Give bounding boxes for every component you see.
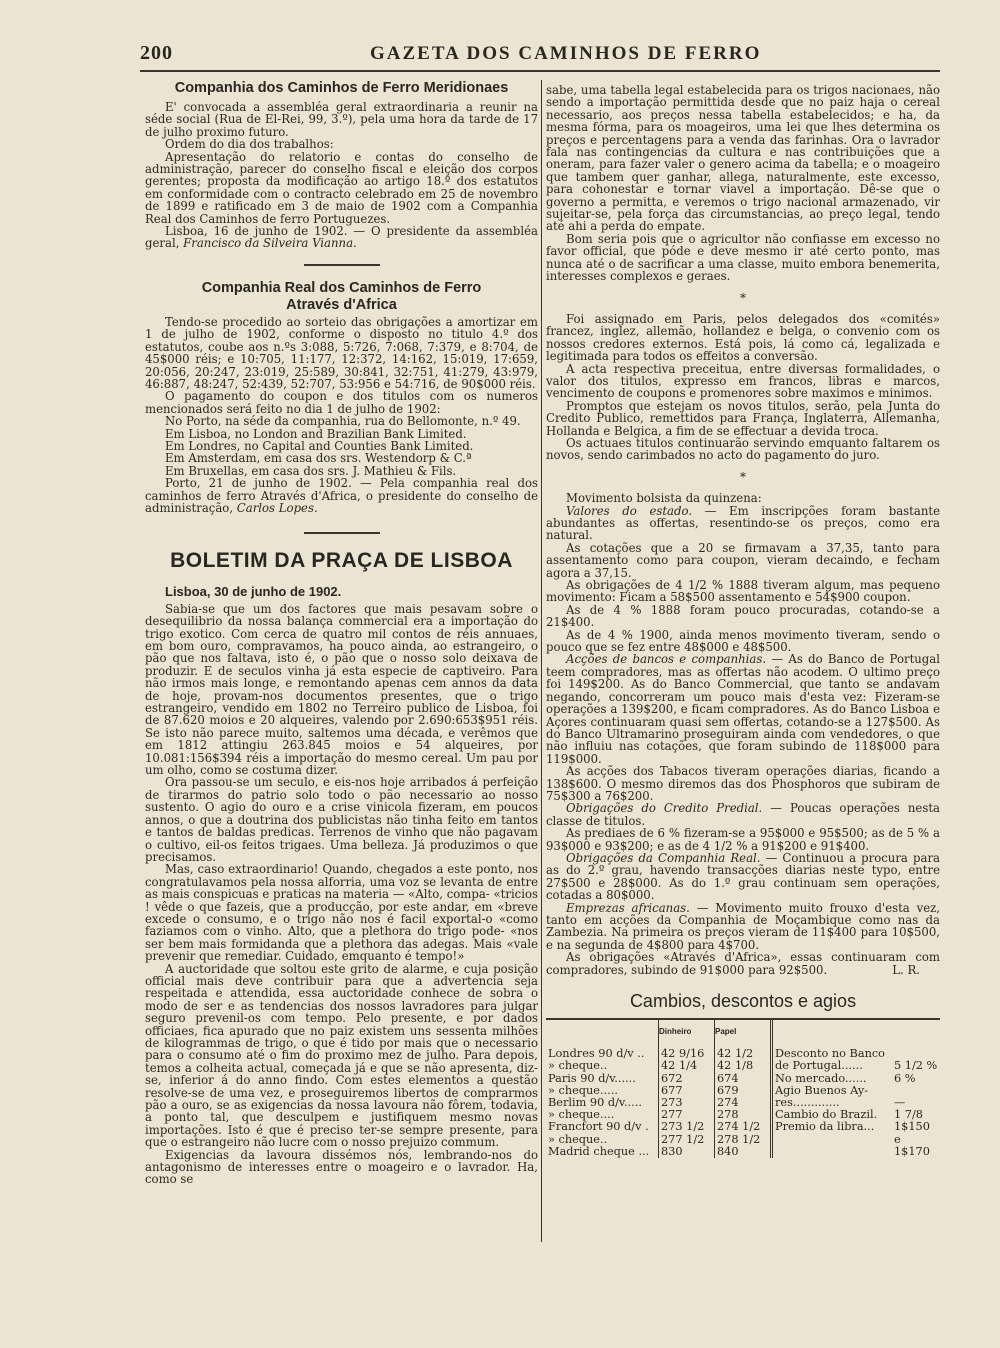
cambios-papel: 278 1/2 xyxy=(715,1134,772,1146)
cambios-row xyxy=(546,1121,940,1133)
cambios-label: Berlim 90 d/v..... xyxy=(546,1097,659,1109)
section-separator xyxy=(304,264,380,266)
agio-label xyxy=(772,1134,893,1146)
movimento-para: As obrigações de 4 1/2 % 1888 tiveram algum, mas pequeno movimento: Ficam a 58$500 assentamento e 54$900 coupon. xyxy=(546,578,940,605)
section-star: * xyxy=(740,469,746,484)
cambios-table xyxy=(546,1020,940,1158)
cambios-rule xyxy=(546,1018,940,1020)
cambios-papel: 840 xyxy=(715,1146,772,1158)
cambios-dinheiro: 277 xyxy=(659,1109,715,1121)
column-divider xyxy=(541,80,542,1242)
cambios-row xyxy=(546,1073,940,1085)
convenio-para: Foi assignado em Paris, pelos delegados dos «comités» francez, inglez, allemão, hollandez e belga, o convenio com os nossos credores externos. Está pois, lá como cá, legalizada e legitimada para todos os effeitos a conversão. xyxy=(546,311,940,364)
agio-value: 1$150 xyxy=(894,1120,930,1134)
cambios-label: » cheque.. xyxy=(546,1134,659,1146)
cambios-label: Paris 90 d/v...... xyxy=(546,1073,659,1085)
cambios-label: » cheque.. xyxy=(546,1060,659,1072)
movimento-para: As prediaes de 6 % fizeram-se a 95$000 e 95$500; as de 5 % a 93$000 e 93$200; e as de 4 1/2 % a 91$200 e 91$400. xyxy=(546,826,940,853)
movimento-para: Emprezas africanas. — Movimento muito frouxo d'esta vez, tanto em acções da Companhia de Moçambique como nas da Zambezia. Na primeira os preços vieram de 11$400 para 10$500, e na segunda de 4$800 para 4$700. xyxy=(546,900,940,952)
cambios-dinheiro: 42 1/4 xyxy=(659,1060,715,1072)
right-column xyxy=(546,84,940,1158)
continued-para: Bom seria pois que o agricultor não confiasse em excesso no favor official, que póde e deve mesmo ir até certo ponto, mas nunca até o de sacrificar a uma classe, muito embora benemerita, interesses complexos e geraes. xyxy=(546,231,940,284)
movimento-para: Valores do estado. — Em inscripções foram bastante abundantes as offertas, resentindo-se os preços, como era natural. xyxy=(546,503,940,543)
movimento-para: As de 4 % 1888 foram pouco procuradas, cotando-se a 21$400. xyxy=(546,602,940,630)
agio-value: e xyxy=(894,1132,901,1146)
africa-title: Companhia Real dos Caminhos de Ferro Através d'Africa xyxy=(201,279,482,313)
cambios-label: Madrid cheque ... xyxy=(546,1146,659,1158)
cambios-papel: 42 1/8 xyxy=(715,1060,772,1072)
agio-label: Desconto no Banco xyxy=(772,1048,893,1060)
agio-label: Cambio do Brazil. xyxy=(772,1109,893,1121)
cambios-label: Francfort 90 d/v . xyxy=(546,1121,659,1133)
africa-para: Em Amsterdam, em casa dos srs. Westendorp & C.ª xyxy=(165,451,472,466)
agio-label xyxy=(772,1146,893,1158)
africa-closing: Porto, 21 de junho de 1902. — Pela companhia real dos caminhos de ferro Através d'Africa, o presidente do conselho de administração, Carlos Lopes. xyxy=(145,476,538,515)
agio-label: Agio Buenos Ay- xyxy=(772,1085,893,1097)
header-rule xyxy=(140,70,940,72)
agio-value: — xyxy=(894,1096,906,1110)
movimento-intro: Movimento bolsista da quinzena: xyxy=(566,491,762,506)
cambios-dinheiro: 677 xyxy=(659,1085,715,1097)
agio-label: res............. xyxy=(772,1097,893,1109)
meridionaes-closing: Lisboa, 16 de junho de 1902. — O presidente da assembléa geral, Francisco da Silveira Vianna. xyxy=(145,224,538,251)
page-number: 200 xyxy=(140,42,173,64)
africa-signature: Carlos Lopes. xyxy=(236,500,318,515)
movimento-para: Acções de bancos e companhias. — As do Banco de Portugal teem compradores, mas as offertas não acodem. O ultimo preço foi 149$200. As do Banco Commercial, que tanto se andavam negando, concorreram um pouco mais d'esta vez: Fizeram-se operações a 139$200, e ficam compradores. As do Banco Lisboa e Açores continuaram quasi sem offertas, cotando-se a 127$500. As do Banco Ultramarino proseguiram ainda com vendedores, o que não influiu nas cotações, que foram subindo de 118$000 para 119$000. xyxy=(546,652,940,766)
cambios-dinheiro: 273 xyxy=(659,1097,715,1109)
boletim-para: Mas, caso extraordinario! Quando, chegados a este ponto, nos congratulavamos pela nossa alforria, uma voz se levanta de entre as mais conspicuas e praticas na materia — «Alto, compa- «tricios ! vêde o que fazeis, que a producção, por este andar, em «breve excede o consumo, e o trigo não nos é facil exportal-o «como faziamos com o vinho. Alto, que a plethora do trigo pode- «nos ser bem mais formidanda que a plethora das adegas. Mais «vale prevenir que remediar. Cuidado, emquanto é tempo!» xyxy=(145,862,538,964)
cambios-papel: 274 xyxy=(715,1097,772,1109)
col-papel: Papel xyxy=(715,1020,772,1048)
cambios-label: Londres 90 d/v .. xyxy=(546,1048,659,1060)
cambios-papel: 42 1/2 xyxy=(715,1048,772,1060)
cambios-label: » cheque.... xyxy=(546,1109,659,1121)
continued-para: sabe, uma tabella legal estabelecida para os trigos nacionaes, não sendo a importação permittida desde que no paiz haja o cereal necessario, aos preços nessa tabella estabelecidos; e ha, da mesma fórma, para os moageiros, uma lei que lhes determina os preços e percentagens para a venda das farinhas. Ora o lavrador fala nas contingencias da cultura e nas contribuições que a oneram, para fazer valer o genero acima da tabella; e o moageiro que tambem quer ganhar, allega, naturalmente, este excesso, para cohonestar e tornar viavel a importação. Dê-se que o governo a permitta, e veremos o trigo nacional armazenado, vir sujeitar-se, pela força das circumstancias, ao preço legal, tendo até ahi a perda do empate. xyxy=(546,83,940,234)
cambios-dinheiro: 277 1/2 xyxy=(659,1134,715,1146)
convenio-para: Promptos que estejam os novos titulos, serão, pela Junta do Credito Publico, remettidos para França, Inglaterra, Allemanha, Hollanda e Belgica, a fim de se effectuar a devida troca. xyxy=(546,398,940,438)
movimento-para: Obrigações do Credito Predial. — Poucas operações nesta classe de titulos. xyxy=(546,801,941,828)
boletim-para: Ora passou-se um seculo, e eis-nos hoje arribados á perfeição de tirarmos do patrio solo todo o pão necessario ao nosso sustento. O agio do ouro e a crise vinicola fizeram, em poucos annos, o que a doutrina dos publicistas não tinha feito em tantos e tantos de baldas predicas. Terrenos de vinho que não pagavam o cultivo, eil-os feitos trigaes. Uma belleza. Já produzimos o que precisamos. xyxy=(145,775,538,864)
meridionaes-title: Companhia dos Caminhos de Ferro Meridionaes xyxy=(174,80,509,96)
meridionaes-para: E' convocada a assembléa geral extraordinaria a reunir na séde social (Rua de El-Rei, 99, 3.º), pela uma hora da tarde de 17 de julho proximo futuro. xyxy=(145,100,538,139)
col-dinheiro: Dinheiro xyxy=(659,1020,715,1048)
africa-para: Em Londres, no Capital and Counties Bank Limited. xyxy=(165,438,474,453)
cambios-papel: 679 xyxy=(715,1085,772,1097)
boletim-para: Exigencias da lavoura dissémos nós, lembrando-nos do antagonismo de interesses entre o moageiro e o lavrador. Ha, como se xyxy=(145,1147,538,1187)
agio-label: Premio da libra... xyxy=(772,1121,893,1133)
agio-value: 1$170 xyxy=(894,1144,930,1158)
boletim-para: Sabia-se que um dos factores que mais pesavam sobre o desequilibrio da nossa balança commercial era a importação do trigo exotico. Com cerca de quatro mil contos de réis annuaes, em bom ouro, compravamos, ha pouco ainda, ao estrangeiro, o pão que nos faltava, isto é, o pão que o nosso solo deixava de produzir. E de seculos vinha já esta especie de captiveiro. Para não irmos mais longe, e remontando apenas cem annos da data de hoje, provam-nos documentos presentes, que o trigo estrangeiro, vendido em 1802 no Terreiro publico de Lisboa, foi de 87.620 moios e 20 alqueires, valendo por 2.690:653$951 réis. Se isto não parece muito, saltemos uma década, e verêmos que em 1812 attingiu 263.845 moios e 54 alqueires, por 10.081:156$394 réis a importação do mesmo cereal. Um pau por um olho, como se costuma dizer. xyxy=(145,601,538,778)
cambios-title: Cambios, descontos e agios xyxy=(629,991,857,1012)
cambios-label: » cheque..... xyxy=(546,1085,659,1097)
movimento-para: As de 4 % 1900, ainda menos movimento tiveram, sendo o pouco que se fez entre 48$000 e 48$500. xyxy=(546,627,940,655)
cambios-dinheiro: 42 9/16 xyxy=(659,1048,715,1060)
meridionaes-signature: Francisco da Silveira Vianna. xyxy=(183,236,357,251)
cambios-dinheiro: 273 1/2 xyxy=(659,1121,715,1133)
left-column xyxy=(145,80,538,1186)
agio-label: No mercado...... xyxy=(772,1073,893,1085)
cambios-dinheiro: 672 xyxy=(659,1073,715,1085)
boletim-dateline: Lisboa, 30 de junho de 1902. xyxy=(165,584,342,600)
boletim-para: A auctoridade que soltou este grito de alarme, e cuja posição official mais deve contribuir para que a advertencia seja respeitada e attendida, essa auctoridade conhece de sobra o modo de ser e as tendencias dos nossos lavradores para julgar seguro prevenil-os com tempo. Pelo presente, e por dados officiaes, fica apurado que no paiz existem uns sessenta milhões de kilogrammas de trigo, o que é tido por mais que o necessario para o consumo até o fim do proximo mez de julho. Para depois, temos a colheita actual, começada já e que se não apresenta, diz-se, inferior á do anno findo. Com estes elementos a questão resolve-se de uma vez, e proseguiremos libertos de comprarmos pão a ouro, se as exigencias da nossa lavoura não fôrem, todavia, a ponto tal, que desculpem e justifiquem mesmo novas importações. Isto é que é preciso ter-se sempre presente, para que o estrangeiro não lucre com o nosso prejuizo commum. xyxy=(145,961,538,1150)
meridionaes-para: Apresentação do relatorio e contas do conselho de administração, parecer do conselho fiscal e eleição dos corpos gerentes; proposta da modificação ao artigo 18.º dos estatutos em conformidade com o contracto celebrado em 25 de novembro de 1899 e ratificado em 3 de maio de 1902 com a Companhia Real dos Caminhos de ferro Portuguezes. xyxy=(145,149,538,226)
section-star: * xyxy=(740,290,746,305)
convenio-para: A acta respectiva preceitua, entre diversas formalidades, o valor dos titulos, expresso em francos, libras e marcos, vencimento de coupons e promenores sobre maximos e minimos. xyxy=(546,361,940,401)
africa-para: O pagamento do coupon e dos titulos com os numeros mencionados será feito no dia 1 de julho de 1902: xyxy=(145,389,538,416)
movimento-para: As acções dos Tabacos tiveram operações diarias, ficando a 138$600. O mesmo diremos das dos Phosphoros que subiram de 75$300 a 76$200. xyxy=(546,764,940,803)
meridionaes-para: Ordem do dia dos trabalhos: xyxy=(165,137,334,152)
africa-para: Tendo-se procedido ao sorteio das obrigações a amortizar em 1 de julho de 1902, conforme o disposto no titulo 4.º dos estatutos, coube aos n.ºs 3:088, 5:726, 7:068, 7:379, e 8:704, de 45$000 réis; e 10:705, 11:177, 12:372, 14:162, 15:019, 17:659, 20:056, 20:247, 23:019, 25:589, 30:841, 32:751, 41:279, 43:979, 46:887, 48:247, 52:439, 52:707, 53:956 e 54:716, de 90$000 réis. xyxy=(145,314,538,391)
page-header xyxy=(140,42,940,68)
author-initials: L. R. xyxy=(892,962,920,977)
boletim-title: BOLETIM DA PRAÇA DE LISBOA xyxy=(170,549,513,573)
agio-value: 5 1/2 % xyxy=(894,1059,938,1073)
movimento-para: As obrigações «Através d'Africa», essas continuaram com compradores, subindo de 91$000 para 92$500. L. R. xyxy=(546,950,940,977)
africa-para: No Porto, na séde da companhia, rua do Bellomonte, n.º 49. xyxy=(165,414,521,429)
cambios-row xyxy=(546,1060,940,1072)
africa-para: Em Bruxellas, em casa dos srs. J. Mathieu & Fils. xyxy=(165,463,457,478)
running-title: GAZETA DOS CAMINHOS DE FERRO xyxy=(370,43,762,64)
cambios-dinheiro: 830 xyxy=(659,1146,715,1158)
cambios-papel: 674 xyxy=(715,1073,772,1085)
africa-para: Em Lisboa, no London and Brazilian Bank Limited. xyxy=(165,426,467,441)
cambios-papel: 278 xyxy=(715,1109,772,1121)
section-separator xyxy=(304,532,380,534)
movimento-para: As cotações que a 20 se firmavam a 37,35, tanto para assentamento como para coupon, vieram decaindo, e fecham agora a 37,15. xyxy=(546,540,940,580)
cambios-row xyxy=(546,1146,940,1158)
agio-value: 1 7/8 xyxy=(894,1108,923,1122)
convenio-para: Os actuaes titulos continuarão servindo emquanto faltarem os novos, sendo carimbados no acto do pagamento do juro. xyxy=(546,435,940,463)
agio-label: de Portugal...... xyxy=(772,1060,893,1072)
cambios-papel: 274 1/2 xyxy=(715,1121,772,1133)
agio-value: 6 % xyxy=(894,1071,916,1085)
movimento-para: Obrigações da Companhia Real. — Continuou a procura para as do 2.º grau, havendo transacções diarias neste typo, entre 27$500 e 28$000. As do 1.º grau continuam sem operações, cotadas a 80$000. xyxy=(546,850,940,903)
